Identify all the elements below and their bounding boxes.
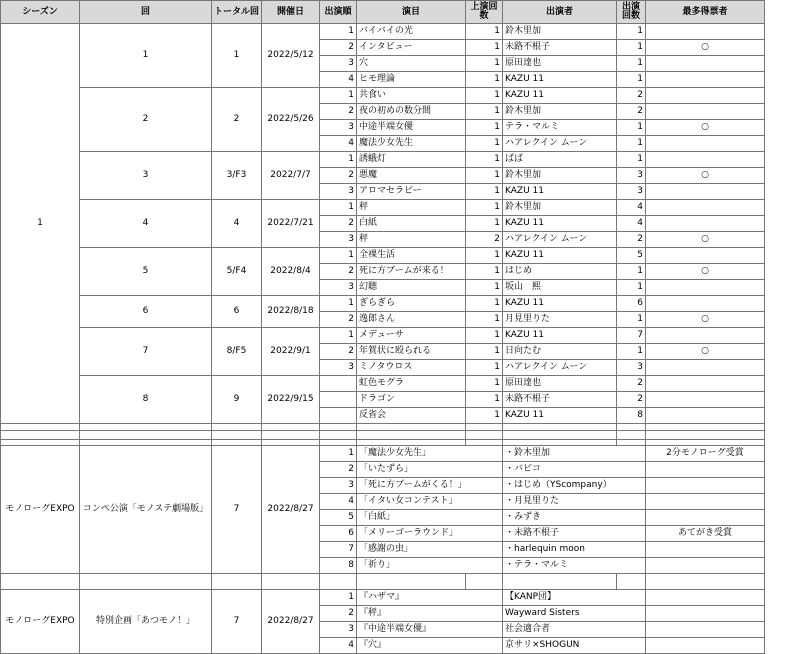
performance-order: 1 [320, 590, 357, 606]
performance-title: 悪魔 [357, 168, 466, 184]
session-total: 4 [212, 200, 262, 248]
performer-count: 1 [617, 56, 646, 72]
performance-title: 年賀状に殴られる [357, 344, 466, 360]
session-kai: 6 [80, 296, 212, 328]
award-cell [646, 558, 765, 574]
performance-count: 1 [466, 216, 503, 232]
performance-order: 6 [320, 526, 357, 542]
performance-order: 3 [320, 56, 357, 72]
performer-count: 1 [617, 312, 646, 328]
performance-title: 逸郎さん [357, 312, 466, 328]
session-date: 2022/9/15 [262, 376, 320, 424]
performer-name: 鈴木里加 [503, 104, 617, 120]
performance-order: 2 [320, 606, 357, 622]
performer-name: KAZU 11 [503, 328, 617, 344]
top-vote-mark [646, 376, 765, 392]
award-cell [646, 478, 765, 494]
performance-order [320, 392, 357, 408]
performance-title: アロマセラピー [357, 184, 466, 200]
empty-cell [503, 430, 617, 446]
performer-count: 1 [617, 264, 646, 280]
performance-count: 1 [466, 248, 503, 264]
performer-count: 8 [617, 408, 646, 424]
performer-count: 1 [617, 152, 646, 168]
performance-count: 1 [466, 376, 503, 392]
performance-order: 3 [320, 232, 357, 248]
performer-name: ・みずき [503, 510, 646, 526]
session-date: 2022/7/21 [262, 200, 320, 248]
empty-cell [646, 430, 765, 446]
empty-cell [0, 574, 80, 590]
performer-name: KAZU 11 [503, 72, 617, 88]
performance-count: 1 [466, 40, 503, 56]
performance-order: 1 [320, 446, 357, 462]
performance-title: バイバイの光 [357, 24, 466, 40]
performer-name: Wayward Sisters [503, 606, 646, 622]
session-date: 2022/8/18 [262, 296, 320, 328]
performance-title: 秤 [357, 200, 466, 216]
performer-name: ばば [503, 152, 617, 168]
expo-event-cell: コンペ公演「モノステ劇場版」 [80, 446, 212, 574]
performer-count: 2 [617, 232, 646, 248]
performance-order: 1 [320, 328, 357, 344]
empty-cell [357, 430, 466, 446]
session-kai: 4 [80, 200, 212, 248]
performance-order: 2 [320, 216, 357, 232]
performance-count: 1 [466, 392, 503, 408]
award-cell [646, 606, 765, 622]
performance-order: 2 [320, 104, 357, 120]
performance-title: 穴 [357, 56, 466, 72]
performance-title: 『穴』 [357, 638, 503, 654]
performer-name: ・harlequin moon [503, 542, 646, 558]
header-title: 演目 [357, 0, 466, 24]
empty-cell [357, 574, 466, 590]
performer-name: 未路不根子 [503, 40, 617, 56]
performer-name: 原田達也 [503, 56, 617, 72]
session-total: 2 [212, 88, 262, 152]
performance-count: 1 [466, 24, 503, 40]
performance-order: 3 [320, 280, 357, 296]
performance-title: 「メリーゴーラウンド」 [357, 526, 503, 542]
performance-order: 8 [320, 558, 357, 574]
top-vote-mark [646, 200, 765, 216]
performance-count: 1 [466, 344, 503, 360]
performer-count: 2 [617, 376, 646, 392]
performance-title: 秤 [357, 232, 466, 248]
expo-event-cell: 特別企画「あつモノ！」 [80, 590, 212, 654]
performance-count: 1 [466, 88, 503, 104]
performance-order [320, 408, 357, 424]
header-order: 出演順 [320, 0, 357, 24]
performance-order: 3 [320, 478, 357, 494]
performance-title: 反省会 [357, 408, 466, 424]
performance-title: 共食い [357, 88, 466, 104]
session-kai: 3 [80, 152, 212, 200]
performance-count: 1 [466, 312, 503, 328]
performer-name: KAZU 11 [503, 408, 617, 424]
performance-title: 「祈り」 [357, 558, 503, 574]
top-vote-mark [646, 280, 765, 296]
performer-name: 坂山 熙 [503, 280, 617, 296]
session-date: 2022/5/26 [262, 88, 320, 152]
award-cell [646, 622, 765, 638]
performer-count: 1 [617, 24, 646, 40]
award-cell [646, 638, 765, 654]
performance-count: 2 [466, 232, 503, 248]
session-date: 2022/7/7 [262, 152, 320, 200]
performer-count: 4 [617, 216, 646, 232]
session-kai: 2 [80, 88, 212, 152]
performer-count: 7 [617, 328, 646, 344]
performance-count: 1 [466, 328, 503, 344]
top-vote-mark: ○ [646, 232, 765, 248]
empty-cell [262, 430, 320, 446]
performance-count: 1 [466, 408, 503, 424]
performer-name: KAZU 11 [503, 216, 617, 232]
award-cell [646, 494, 765, 510]
header-count: 上演回数 [466, 0, 503, 24]
performer-name: ・月見里りた [503, 494, 646, 510]
performer-name: ・未路不根子 [503, 526, 646, 542]
performer-name: はじめ [503, 264, 617, 280]
empty-cell [617, 574, 646, 590]
session-date: 2022/8/4 [262, 248, 320, 296]
performer-name: 鈴木里加 [503, 200, 617, 216]
performance-title: ぎらぎら [357, 296, 466, 312]
performance-order: 2 [320, 168, 357, 184]
session-total: 6 [212, 296, 262, 328]
award-cell [646, 462, 765, 478]
performance-count: 1 [466, 104, 503, 120]
header-performer: 出演者 [503, 0, 617, 24]
expo-season-cell: モノローグEXPO [0, 446, 80, 574]
performer-name: ・鈴木里加 [503, 446, 646, 462]
award-cell [646, 542, 765, 558]
performance-count: 1 [466, 56, 503, 72]
performance-title: ミノタウロス [357, 360, 466, 376]
top-vote-mark [646, 248, 765, 264]
top-vote-mark [646, 72, 765, 88]
performer-count: 1 [617, 120, 646, 136]
performance-order: 4 [320, 136, 357, 152]
performer-count: 1 [617, 280, 646, 296]
empty-cell [80, 574, 212, 590]
performance-order: 1 [320, 24, 357, 40]
empty-cell [646, 574, 765, 590]
session-total: 1 [212, 24, 262, 88]
performer-count: 3 [617, 184, 646, 200]
performer-name: ・テラ・マルミ [503, 558, 646, 574]
award-cell [646, 590, 765, 606]
season-cell: 1 [0, 24, 80, 424]
session-kai: 5 [80, 248, 212, 296]
header-kai: 回 [80, 0, 212, 24]
performer-name: ・バビコ [503, 462, 646, 478]
performance-title: 「魔法少女先生」 [357, 446, 503, 462]
performance-order: 2 [320, 264, 357, 280]
empty-cell [466, 430, 503, 446]
performer-count: 2 [617, 104, 646, 120]
performance-count: 1 [466, 152, 503, 168]
performance-order: 4 [320, 638, 357, 654]
session-total: 5/F4 [212, 248, 262, 296]
session-date: 2022/5/12 [262, 24, 320, 88]
performance-order: 1 [320, 200, 357, 216]
performer-name: ハアレクイン ムーン [503, 232, 617, 248]
performance-order: 4 [320, 72, 357, 88]
performance-order: 2 [320, 312, 357, 328]
empty-cell [0, 430, 80, 446]
session-kai: 8 [80, 376, 212, 424]
top-vote-mark: ○ [646, 344, 765, 360]
performance-title: 誘蛾灯 [357, 152, 466, 168]
performer-name: ハアレクイン ムーン [503, 136, 617, 152]
performance-order: 1 [320, 248, 357, 264]
performer-count: 4 [617, 200, 646, 216]
performance-count: 1 [466, 200, 503, 216]
top-vote-mark [646, 392, 765, 408]
top-vote-mark: ○ [646, 312, 765, 328]
performance-order: 3 [320, 120, 357, 136]
top-vote-mark [646, 360, 765, 376]
performance-order: 5 [320, 510, 357, 526]
header-top: 最多得票者 [646, 0, 765, 24]
empty-cell [320, 574, 357, 590]
performance-count: 1 [466, 360, 503, 376]
top-vote-mark [646, 216, 765, 232]
performance-title: インタビュー [357, 40, 466, 56]
performance-title: 全裸生活 [357, 248, 466, 264]
performer-name: 【KANP団】 [503, 590, 646, 606]
performance-title: 死に方ブームが来る！ [357, 264, 466, 280]
performance-order: 1 [320, 152, 357, 168]
performance-order: 1 [320, 296, 357, 312]
performer-count: 2 [617, 88, 646, 104]
top-vote-mark: ○ [646, 40, 765, 56]
expo-total-cell: 7 [212, 446, 262, 574]
header-total: トータル回 [212, 0, 262, 24]
performer-count: 1 [617, 72, 646, 88]
performance-order: 1 [320, 88, 357, 104]
performer-name: ハアレクイン ムーン [503, 360, 617, 376]
session-kai: 1 [80, 24, 212, 88]
performance-order: 3 [320, 184, 357, 200]
performer-name: 鈴木里加 [503, 24, 617, 40]
performance-order: 2 [320, 40, 357, 56]
empty-cell [212, 430, 262, 446]
expo-season-cell: モノローグEXPO [0, 590, 80, 654]
empty-cell [262, 574, 320, 590]
empty-cell [617, 430, 646, 446]
top-vote-mark [646, 296, 765, 312]
performer-name: 社会適合者 [503, 622, 646, 638]
expo-date-cell: 2022/8/27 [262, 446, 320, 574]
header-season: シーズン [0, 0, 80, 24]
performer-name: テラ・マルミ [503, 120, 617, 136]
performance-title: 夜の初めの数分間 [357, 104, 466, 120]
performer-count: 1 [617, 136, 646, 152]
header-date: 開催日 [262, 0, 320, 24]
performer-count: 5 [617, 248, 646, 264]
session-total: 3/F3 [212, 152, 262, 200]
performance-order: 7 [320, 542, 357, 558]
performer-name: ・はじめ（YScompany） [503, 478, 646, 494]
top-vote-mark [646, 56, 765, 72]
performance-count: 1 [466, 184, 503, 200]
performance-order: 3 [320, 360, 357, 376]
performer-name: 鈴木里加 [503, 168, 617, 184]
performance-order [320, 376, 357, 392]
performer-name: KAZU 11 [503, 184, 617, 200]
top-vote-mark: ○ [646, 264, 765, 280]
expo-total-cell: 7 [212, 590, 262, 654]
performance-title: 『ハザマ』 [357, 590, 503, 606]
performer-name: 原田達也 [503, 376, 617, 392]
performance-title: 幻聴 [357, 280, 466, 296]
performer-name: 月見里りた [503, 312, 617, 328]
session-total: 8/F5 [212, 328, 262, 376]
top-vote-mark [646, 136, 765, 152]
performance-count: 1 [466, 280, 503, 296]
expo-date-cell: 2022/8/27 [262, 590, 320, 654]
performer-count: 2 [617, 392, 646, 408]
performance-title: 『中途半端女優』 [357, 622, 503, 638]
top-vote-mark: ○ [646, 120, 765, 136]
performance-title: ドラゴン [357, 392, 466, 408]
performance-order: 3 [320, 622, 357, 638]
session-kai: 7 [80, 328, 212, 376]
performance-title: 「白紙」 [357, 510, 503, 526]
performance-title: 「イタい女コンテスト」 [357, 494, 503, 510]
performance-title: 中途半端女優 [357, 120, 466, 136]
performance-order: 4 [320, 494, 357, 510]
performance-count: 1 [466, 296, 503, 312]
performer-name: KAZU 11 [503, 296, 617, 312]
performance-order: 2 [320, 344, 357, 360]
top-vote-mark [646, 152, 765, 168]
performer-count: 3 [617, 360, 646, 376]
performance-order: 2 [320, 462, 357, 478]
performer-count: 6 [617, 296, 646, 312]
top-vote-mark: ○ [646, 168, 765, 184]
performer-name: KAZU 11 [503, 88, 617, 104]
top-vote-mark [646, 104, 765, 120]
empty-cell [212, 574, 262, 590]
performer-count: 1 [617, 344, 646, 360]
empty-cell [80, 430, 212, 446]
award-cell: 2分モノローグ受賞 [646, 446, 765, 462]
performance-title: メデューサ [357, 328, 466, 344]
performer-name: 日向たむ [503, 344, 617, 360]
award-cell: あてがき受賞 [646, 526, 765, 542]
empty-cell [320, 430, 357, 446]
performance-title: 「死に方ブームがくる！」 [357, 478, 503, 494]
performance-count: 1 [466, 120, 503, 136]
performance-title: 「感謝の虫」 [357, 542, 503, 558]
performer-count: 1 [617, 40, 646, 56]
performance-count: 1 [466, 168, 503, 184]
performer-name: 京サリ×SHOGUN [503, 638, 646, 654]
performance-count: 1 [466, 264, 503, 280]
performance-title: ヒモ理論 [357, 72, 466, 88]
performance-count: 1 [466, 136, 503, 152]
session-date: 2022/9/1 [262, 328, 320, 376]
top-vote-mark [646, 24, 765, 40]
award-cell [646, 510, 765, 526]
header-pcount: 出演回数 [617, 0, 646, 24]
top-vote-mark [646, 408, 765, 424]
top-vote-mark [646, 88, 765, 104]
empty-cell [466, 574, 503, 590]
session-total: 9 [212, 376, 262, 424]
top-vote-mark [646, 328, 765, 344]
performance-title: 魔法少女先生 [357, 136, 466, 152]
performer-name: KAZU 11 [503, 248, 617, 264]
performance-title: 「いたずら」 [357, 462, 503, 478]
performance-title: 『秤』 [357, 606, 503, 622]
performance-count: 1 [466, 72, 503, 88]
performance-title: 虹色モグラ [357, 376, 466, 392]
performer-name: 未路不根子 [503, 392, 617, 408]
performer-count: 3 [617, 168, 646, 184]
top-vote-mark [646, 184, 765, 200]
empty-cell [503, 574, 617, 590]
performance-title: 白紙 [357, 216, 466, 232]
